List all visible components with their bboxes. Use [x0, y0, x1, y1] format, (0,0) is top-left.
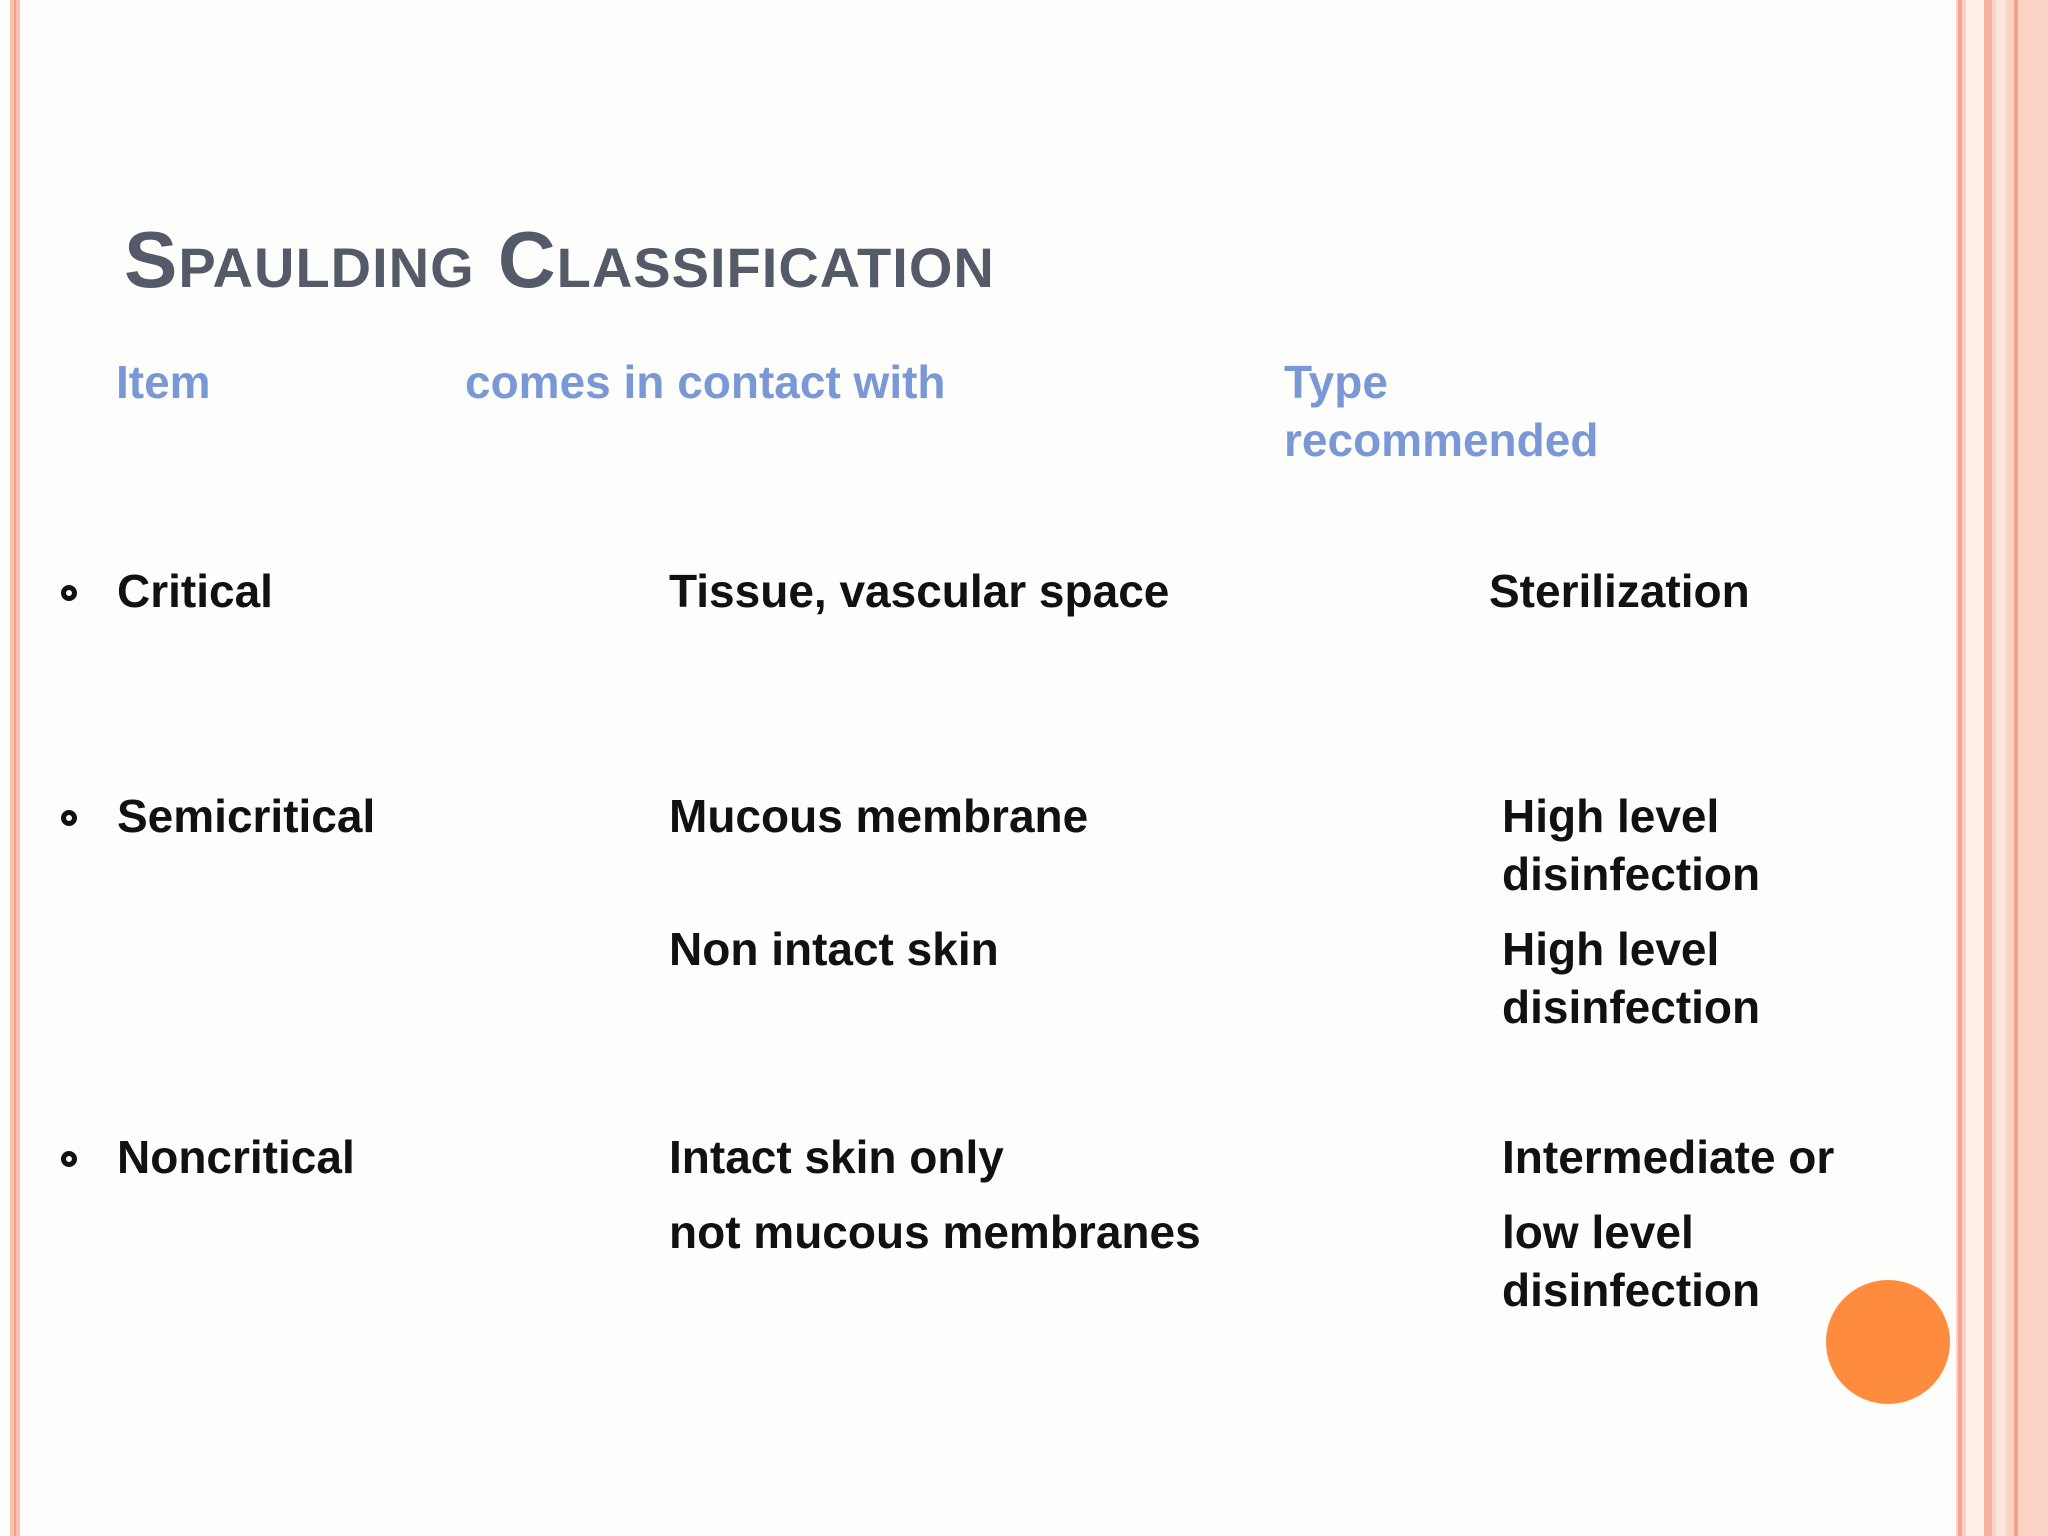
slide-title: Spaulding Classification	[124, 215, 995, 304]
header-type-line1: Type	[1284, 356, 1388, 408]
row-critical-contact: Tissue, vascular space	[669, 565, 1170, 617]
row-noncritical-contact-2: not mucous membranes	[669, 1206, 1201, 1258]
bullet-icon	[61, 1151, 77, 1167]
bullet-icon	[61, 810, 77, 826]
header-item: Item	[116, 356, 211, 408]
row-noncritical-item: Noncritical	[117, 1131, 355, 1183]
bullet-icon	[61, 585, 77, 601]
row-noncritical-type-3: disinfection	[1502, 1264, 1761, 1316]
right-border-gap-2	[1996, 0, 2006, 1536]
row-noncritical-type-1: Intermediate or	[1502, 1131, 1835, 1183]
right-border-gap-1	[1966, 0, 1984, 1536]
row-semicritical-type-1b: disinfection	[1502, 848, 1761, 900]
row-semicritical-type-2a: High level	[1502, 923, 1720, 975]
right-border-line-2	[1984, 0, 1992, 1536]
row-semicritical-item: Semicritical	[117, 790, 376, 842]
right-border-line-1	[1958, 0, 1962, 1536]
header-contact: comes in contact with	[465, 356, 946, 408]
left-border-line	[14, 0, 16, 1536]
row-semicritical-contact-2: Non intact skin	[669, 923, 999, 975]
row-critical-item: Critical	[117, 565, 273, 617]
decorative-circle-icon	[1826, 1280, 1950, 1404]
row-critical-type: Sterilization	[1489, 565, 1750, 617]
header-type-line2: recommended	[1284, 414, 1599, 466]
right-border-line-3	[2014, 0, 2018, 1536]
row-semicritical-type-2b: disinfection	[1502, 981, 1761, 1033]
row-semicritical-type-1a: High level	[1502, 790, 1720, 842]
row-noncritical-type-2: low level	[1502, 1206, 1694, 1258]
row-noncritical-contact-1: Intact skin only	[669, 1131, 1004, 1183]
row-semicritical-contact-1: Mucous membrane	[669, 790, 1089, 842]
